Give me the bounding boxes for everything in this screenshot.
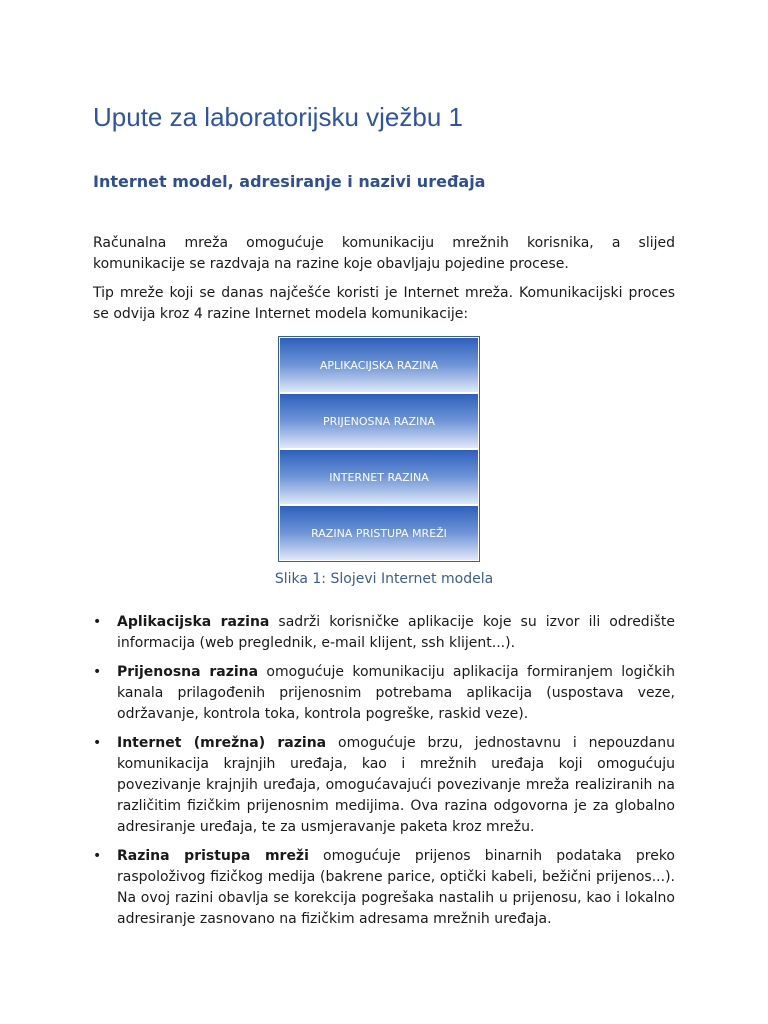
figure-caption: Slika 1: Slojevi Internet modela bbox=[274, 571, 494, 587]
layer-descriptions-list bbox=[93, 612, 675, 938]
bullet-text: omogućuje prijenos binarnih podataka preko raspoloživog fizičkog medija (bakrene parice, optički kabeli, bežični prijenos...). Na ovoj razini obavlja se korekcija pogrešaka nastalih u prijenosu, kao i lokalno adresiranje zasnovano na fizičkim adresama mrežnih uređaja. bbox=[117, 848, 675, 927]
bullet-text: omogućuje komunikaciju aplikacija formiranjem logičkih kanala prilagođenih prijenosnim potrebama aplikacija (uspostava veze, održavanje, kontrola toka, kontrola pogreške, raskid veze). bbox=[117, 664, 675, 722]
list-item bbox=[93, 846, 675, 930]
layer-internet: INTERNET RAZINA bbox=[280, 450, 478, 504]
layer-transport: PRIJENOSNA RAZINA bbox=[280, 394, 478, 448]
bullet-term: Aplikacijska razina bbox=[117, 614, 270, 630]
layer-application: APLIKACIJSKA RAZINA bbox=[280, 338, 478, 392]
list-item bbox=[93, 612, 675, 654]
bullet-icon: • bbox=[93, 664, 102, 680]
bullet-term: Prijenosna razina bbox=[117, 664, 259, 680]
bullet-icon: • bbox=[93, 614, 102, 630]
network-type-paragraph: Tip mreže koji se danas najčešće koristi je Internet mreža. Komunikacijski proces se odvija kroz 4 razine Internet modela komunikacije: bbox=[93, 285, 675, 322]
document-title: Upute za laboratorijsku vježbu 1 bbox=[93, 102, 463, 132]
bullet-term: Internet (mrežna) razina bbox=[117, 735, 327, 751]
bullet-icon: • bbox=[93, 735, 102, 751]
intro-paragraph: Računalna mreža omogućuje komunikaciju mrežnih korisnika, a slijed komunikacije se razdvaja na razine koje obavljaju pojedine procese. bbox=[93, 235, 675, 272]
list-item bbox=[93, 733, 675, 838]
list-item bbox=[93, 662, 675, 725]
layer-network-access: RAZINA PRISTUPA MREŽI bbox=[280, 506, 478, 560]
bullet-text: sadrži korisničke aplikacije koje su izvor ili odredište informacija (web preglednik, e-mail klijent, ssh klijent...). bbox=[117, 614, 675, 651]
section-heading: Internet model, adresiranje i nazivi uređaja bbox=[93, 172, 486, 191]
bullet-icon: • bbox=[93, 848, 102, 864]
bullet-text: omogućuje brzu, jednostavnu i nepouzdanu komunikacija krajnjih uređaja, kao i mrežnih uređaja koji omogućuju povezivanje krajnjih uređaja, omogućavajući povezivanje mreža realiziranih na različitim fizičkim prijenosnim medijima. Ova razina odgovorna je za globalno adresiranje uređaja, te za usmjeravanje paketa kroz mrežu. bbox=[117, 735, 675, 835]
internet-model-diagram bbox=[278, 336, 480, 562]
bullet-term: Razina pristupa mreži bbox=[117, 848, 309, 864]
